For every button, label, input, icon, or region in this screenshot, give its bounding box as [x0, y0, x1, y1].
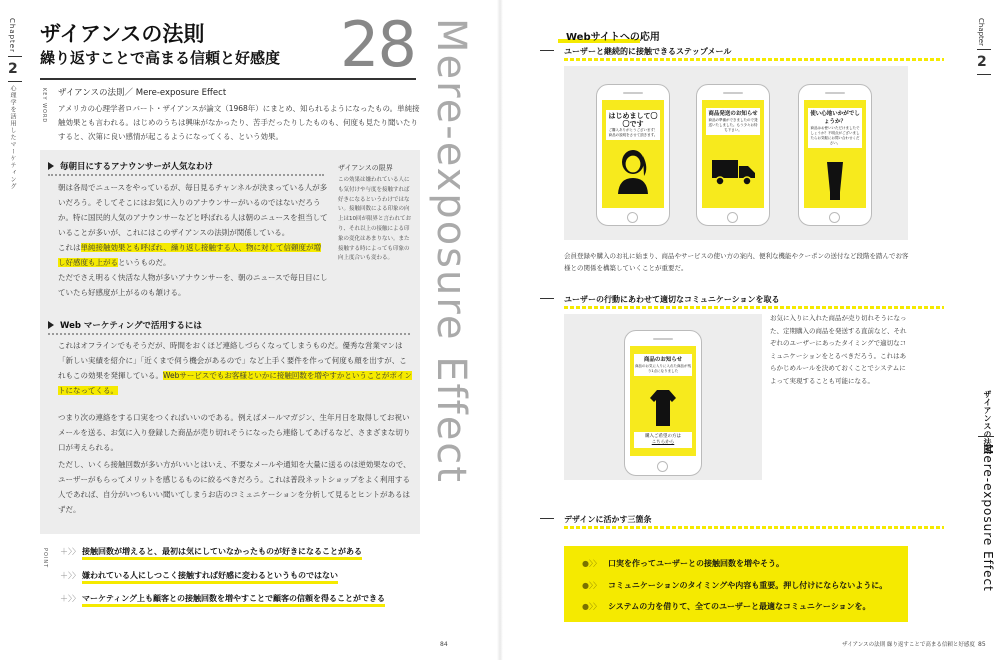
phone-speaker [825, 92, 845, 94]
rule-mark: ●〉〉 [582, 602, 601, 611]
phones-panel [564, 66, 908, 240]
header-rule [40, 78, 416, 80]
phone-screen [804, 100, 866, 208]
side-title: Mere-exposure Effect [981, 444, 995, 592]
section-heading-text: Web マーケティングで活用するには [60, 321, 202, 331]
rule-mark: ●〉〉 [582, 559, 601, 568]
dash-mark [540, 50, 554, 51]
body-paragraph: つまり次の連絡をする口実をつくればいいのである。例えばメールマガジン、生年月日を取得してお祝いメールを送る、お気に入り登録した商品が売り切れそうになったら連絡してあげるなど、さまざまな切り口が考えられる。 [58, 413, 411, 452]
screen-heading-text: 使い心地いかがでしょうか？ [810, 111, 860, 125]
chapter-rule [977, 49, 991, 50]
chapter-rule [8, 81, 22, 82]
key-point-text: マーケティング上も顧客との接触回数を増やすことで顧客の信頼を得ることができる [82, 594, 385, 607]
body-paragraph [58, 338, 414, 398]
side-note-heading: ザイアンスの限界 [338, 164, 393, 172]
phone-screen [630, 346, 696, 456]
key-point [60, 570, 338, 581]
triangle-icon [48, 321, 54, 329]
dotted-rule [48, 333, 410, 335]
rule-text: システムの力を借りて、全てのユーザーと最適なコミュニケーションを。 [608, 602, 871, 611]
phone-screen [602, 100, 664, 208]
highlight-text: Webサービスでもお客様といかに接触回数を増やすかということがポイントになってくる。 [58, 371, 412, 395]
section-heading-text: 毎朝目にするアナウンサーが人気なわけ [60, 162, 214, 172]
rule-item [582, 601, 871, 612]
truck-icon [712, 158, 756, 188]
side-label: ザイアンスの法則 [983, 390, 992, 454]
chapter-rule [977, 74, 991, 75]
page-number: 85 [978, 641, 986, 648]
screen-subtext: 商品はお使いいただけましたでしょうか？不明点がございましたらお気軽にお問い合わせください。 [810, 126, 860, 145]
screen-link[interactable]: こちらから [651, 440, 675, 445]
triangle-icon [48, 162, 54, 170]
running-footer: ザイアンスの法則 繰り返すことで高まる信頼と好感度 [842, 642, 975, 648]
screen-heading [634, 354, 692, 376]
chapter-label: Chapter [977, 18, 985, 46]
side-note-text: この効果は嫌われている人にも気付けや与度を接触すれば好きになるというわけではない。接触回数による印象の向上は10回が限界と言われており、それ以上の接触による印象の変化はあまりない。また接触する時によっても印象の向上度合いも変わる。 [338, 177, 411, 262]
key-point-text: 嫌われている人にしつこく接触すれば好感に変わるというものではない [82, 571, 338, 584]
body-paragraph: ただし、いくら接触回数が多い方がいいとはいえ、不要なメールや通知を大量に送るのは逆効果なので、ユーザーがもらってメリットを感じるものに絞るべきだろう。これは普段ネットショップをよく利用する人であれば、自分がいつもいい聞いてしまうお店のコミュニケーションを分析して見るとヒントがあるはずだ。 [58, 460, 411, 514]
section-heading-text: デザインに活かす三箇条 [564, 515, 652, 524]
chapter-label: Chapter [8, 18, 16, 53]
body-paragraph: ただでさえ明るく快活な人物が多いアナウンサーを、朝のニュースで毎日目にしていたら好感度が上がるのも頷ける。 [58, 273, 328, 297]
highlight-text: 単純接触効果とも呼ばれ、繰り返し接触する人、物に対して信頼度が増し好感度も上がる [58, 243, 321, 267]
dotted-yellow-rule [564, 58, 944, 61]
text-span: これは [58, 243, 81, 252]
section-heading [48, 319, 202, 331]
bottle-icon [826, 162, 844, 202]
rule-item [582, 558, 784, 569]
rules-box [564, 546, 908, 622]
screen-heading [606, 110, 660, 140]
side-title: Mere-exposure Effect [428, 18, 474, 484]
page-title: ザイアンスの法則 [40, 22, 205, 46]
caption-text: お気に入りに入れた商品が売り切れそうになった、定期購入の商品を発送する直前など、それぞれのユーザーにあったタイミングで適切なコミュニケーションをとるべきだろう。これはあらかじめルールを決めておくことでシステムによって実現することも可能になる。 [770, 314, 907, 385]
keyword-label: KEY WORD [41, 88, 47, 124]
dotted-rule [48, 174, 324, 176]
dash-mark [540, 518, 554, 519]
point-mark: ＋〉〉 [60, 571, 80, 580]
screen-subtext: 商品のお気に入りに入れた商品が残り1点になりました [635, 364, 691, 373]
page-subtitle: 繰り返すことで高まる信頼と好感度 [40, 49, 281, 67]
phone-home-button [657, 461, 668, 472]
phone-speaker [623, 92, 643, 94]
screen-heading-text: はじめまして〇〇です [608, 112, 658, 128]
phone-mockup [624, 330, 702, 476]
phone-mockup [696, 84, 770, 226]
body-paragraph: 朝は各局でニュースをやっているが、毎日見るチャンネルが決まっている人が多いだろう。そしてそこにはお気に入りのアナウンサーがいるのではないだろうか。特に国民的人気のアナウンサーなどと呼ばれる人は朝のニュースを担当していることが多いが、これにはこのザイアンスの法則が関係している。 [58, 183, 328, 237]
chapter-strip-right [977, 18, 999, 78]
section-number: 28 [340, 8, 415, 81]
screen-subtext: 商品の準備ができましたので発送いたしました。もう少々お待ち下さい。 [708, 118, 758, 132]
chapter-number: 2 [8, 61, 18, 77]
caption-text: 会員登録や購入のお礼に始まり、商品やサービスの使い方の案内、便利な機能やクーポンの送付など段階を踏んでお客様との関係を構築していくことが重要だ。 [564, 252, 909, 272]
right-section-heading [540, 46, 731, 57]
point-label: POINT [42, 548, 48, 569]
side-rule [978, 436, 994, 437]
intro-text: アメリカの心理学者ロバート・ザイアンスが論文（1968年）にまとめ、知られるようになったもの。単純接触効果とも言われる。はじめのうちは興味がなかったり、苦手だったりしたものも、何度も見たり聞いたりすると、次第に良い感情が起こるようになってくる、という効果。 [58, 104, 420, 141]
body-paragraph [58, 240, 328, 270]
right-page-title [566, 28, 660, 43]
screen-footer-text: 購入ご希望の方は [645, 434, 681, 439]
phone-home-button [627, 212, 638, 223]
dress-icon [648, 390, 678, 426]
rule-mark: ●〉〉 [582, 581, 601, 590]
page-number: 84 [440, 641, 448, 648]
keyword-title: ザイアンスの法則／ Mere-exposure Effect [58, 88, 227, 98]
key-point [60, 546, 362, 557]
rule-text: 口実を作ってユーザーとの接触回数を増やそう。 [608, 559, 784, 568]
woman-icon [616, 148, 650, 194]
right-title-text: Webサイトへの応用 [566, 32, 660, 43]
point-mark: ＋〉〉 [60, 547, 80, 556]
key-point-text: 接触回数が増えると、最初は気にしていなかったものが好きになることがある [82, 547, 362, 560]
book-gutter [497, 0, 503, 660]
chapter-strip-left [8, 18, 28, 190]
point-mark: ＋〉〉 [60, 594, 80, 603]
right-section-heading [540, 294, 780, 305]
phone-home-button [727, 212, 738, 223]
section-heading-text: ユーザーの行動にあわせて適切なコミュニケーションを取る [564, 295, 780, 304]
phone-panel [564, 314, 762, 480]
section-heading [48, 160, 213, 172]
dash-mark [540, 298, 554, 299]
screen-heading-text: 商品発送のお知らせ [708, 111, 758, 117]
phone-mockup [798, 84, 872, 226]
phone-screen [702, 100, 764, 208]
chapter-rule [8, 56, 22, 57]
phone-speaker [723, 92, 743, 94]
key-point [60, 593, 385, 604]
screen-footer [634, 432, 692, 448]
phone-speaker [653, 338, 673, 340]
text-span: これはオフラインでもそうだが、時間をおくほど連絡しづらくなってしまうものだ。優秀な営業マンは「新しい実績を紹介に」「近くまで伺う機会があるので」など上手く要件を作って何度も顔を出すが、これもこの効果を発揮している。 [58, 341, 407, 380]
screen-heading-text: 商品のお知らせ [643, 357, 683, 363]
phone-mockup [596, 84, 670, 226]
screen-heading [808, 108, 862, 148]
right-section-heading [540, 514, 651, 525]
chapter-number: 2 [977, 54, 987, 70]
chapter-title: 心理学を活用したマーケティング [9, 85, 16, 190]
screen-heading [706, 108, 760, 135]
screen-subtext: ご購入ありがとうございます！商品の説明をさせて頂きます。 [608, 128, 658, 137]
text-span: というものだ。 [118, 258, 171, 267]
dotted-yellow-rule [564, 306, 944, 309]
section-heading-text: ユーザーと継続的に接触できるステップメール [564, 47, 732, 56]
dotted-yellow-rule [564, 526, 944, 529]
phone-home-button [829, 212, 840, 223]
rule-text: コミュニケーションのタイミングや内容も重要。押し付けにならないように。 [608, 581, 888, 590]
rule-item [582, 580, 887, 591]
